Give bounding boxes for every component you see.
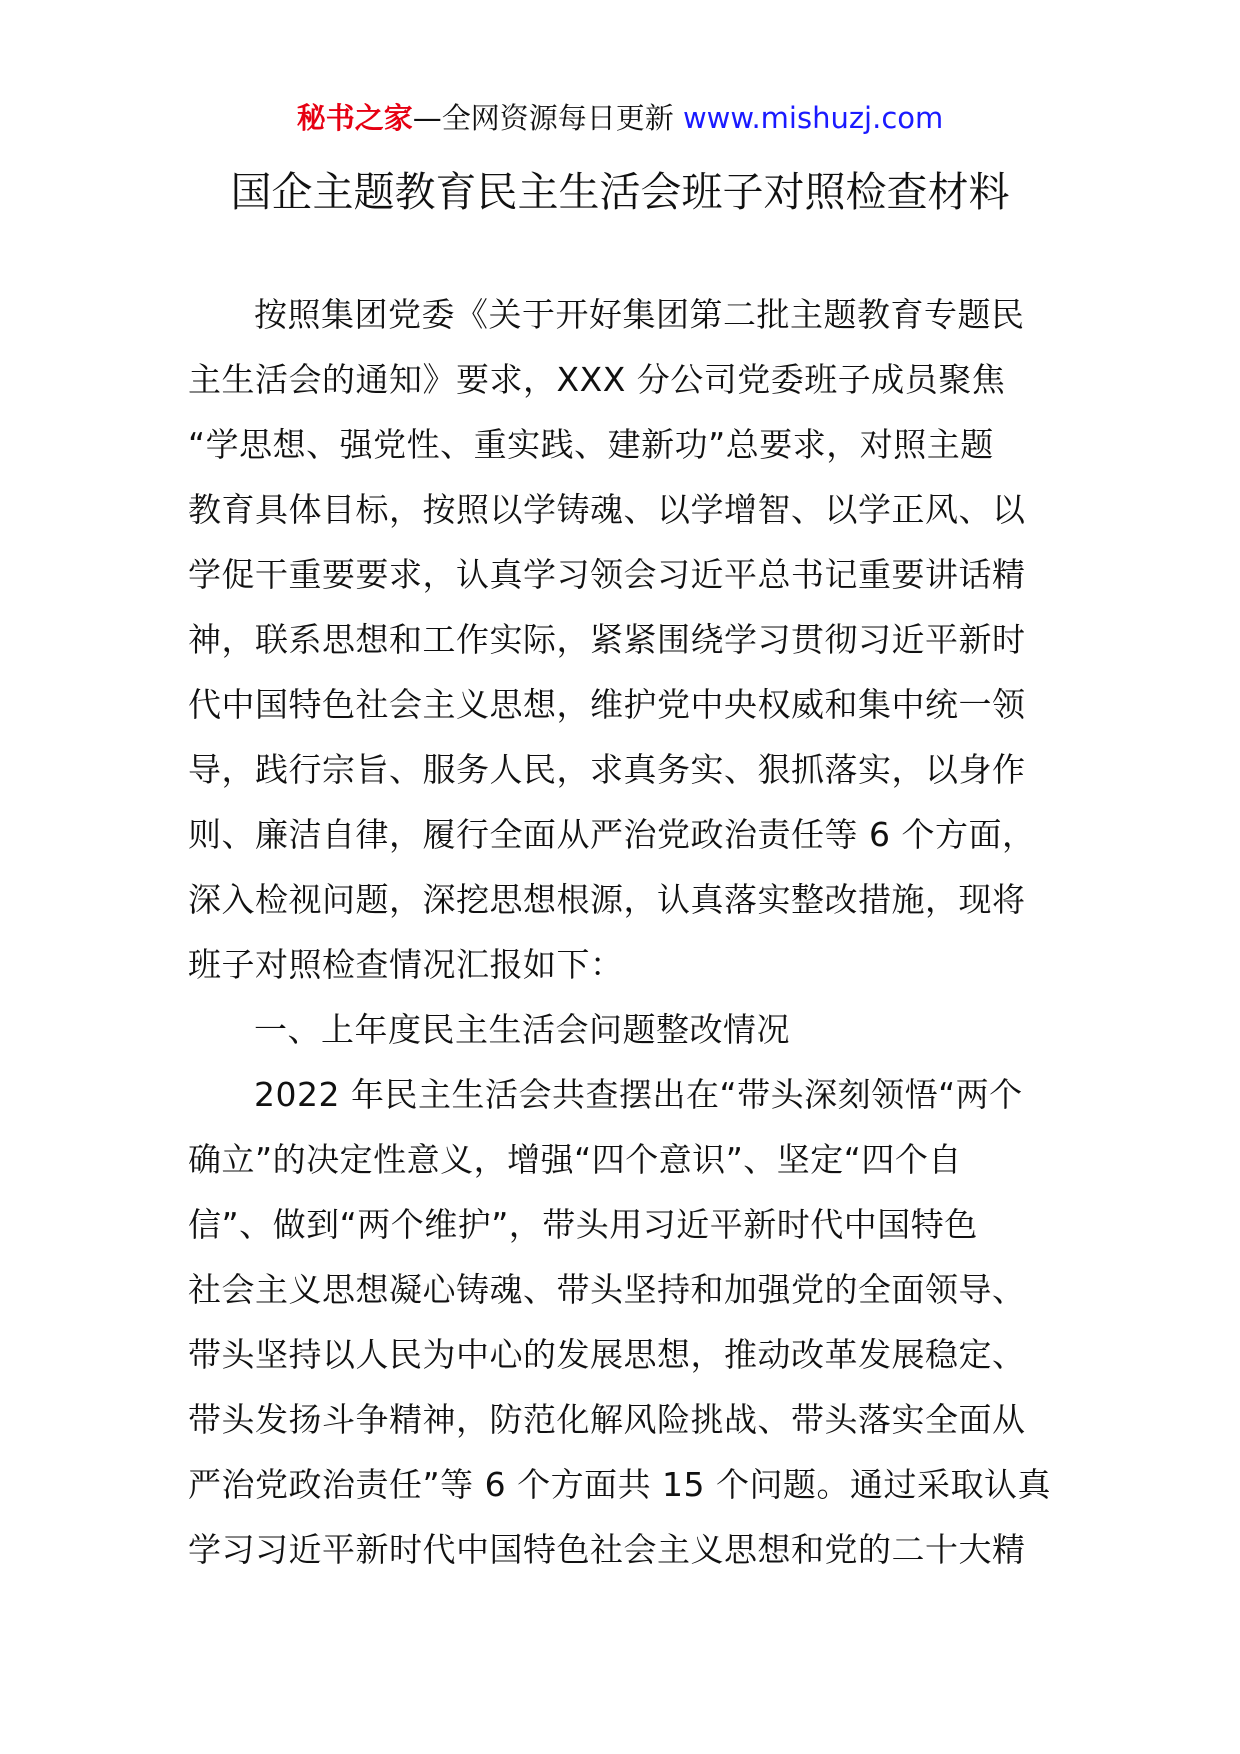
paragraph-line: 确立”的决定性意义，增强“四个意识”、坚定“四个自 xyxy=(188,1140,962,1179)
paragraph-line: 则、廉洁自律，履行全面从严治党政治责任等 6 个方面， xyxy=(188,815,1036,854)
paragraph-line: 神，联系思想和工作实际，紧紧围绕学习贯彻习近平新时 xyxy=(188,620,1026,659)
paragraph-line: 严治党政治责任”等 6 个方面共 15 个问题。通过采取认真 xyxy=(188,1465,1052,1504)
paragraph-line: 代中国特色社会主义思想，维护党中央权威和集中统一领 xyxy=(188,685,1026,724)
section-heading: 一、上年度民主生活会问题整改情况 xyxy=(254,1010,790,1049)
paragraph-line: 主生活会的通知》要求，XXX 分公司党委班子成员聚焦 xyxy=(188,360,1006,399)
paragraph-line: 社会主义思想凝心铸魂、带头坚持和加强党的全面领导、 xyxy=(188,1270,1026,1309)
paragraph-line: 带头发扬斗争精神，防范化解风险挑战、带头落实全面从 xyxy=(188,1400,1026,1439)
site-url-link[interactable]: www.mishuzj.com xyxy=(682,101,944,135)
document-body xyxy=(188,295,1056,1595)
paragraph-line: 按照集团党委《关于开好集团第二批主题教育专题民 xyxy=(254,295,1025,334)
paragraph-line: 学促干重要要求，认真学习领会习近平总书记重要讲话精 xyxy=(188,555,1026,594)
paragraph-line: 深入检视问题，深挖思想根源，认真落实整改措施，现将 xyxy=(188,880,1026,919)
paragraph-line: 2022 年民主生活会共查摆出在“带头深刻领悟“两个 xyxy=(254,1075,1023,1114)
paragraph-line: 教育具体目标，按照以学铸魂、以学增智、以学正风、以 xyxy=(188,490,1026,529)
document-title: 国企主题教育民主生活会班子对照检查材料 xyxy=(230,168,1010,216)
paragraph-line: 学习习近平新时代中国特色社会主义思想和党的二十大精 xyxy=(188,1530,1026,1569)
paragraph-line: 信”、做到“两个维护”，带头用习近平新时代中国特色 xyxy=(188,1205,978,1244)
paragraph-line: 班子对照检查情况汇报如下： xyxy=(188,945,624,984)
site-banner xyxy=(0,98,1240,138)
site-brand-name: 秘书之家 xyxy=(296,101,413,135)
paragraph-line: 导，践行宗旨、服务人民，求真务实、狠抓落实，以身作 xyxy=(188,750,1026,789)
site-tagline: —全网资源每日更新 xyxy=(412,101,674,135)
paragraph-line: “学思想、强党性、重实践、建新功”总要求，对照主题 xyxy=(188,425,994,464)
paragraph-line: 带头坚持以人民为中心的发展思想，推动改革发展稳定、 xyxy=(188,1335,1026,1374)
